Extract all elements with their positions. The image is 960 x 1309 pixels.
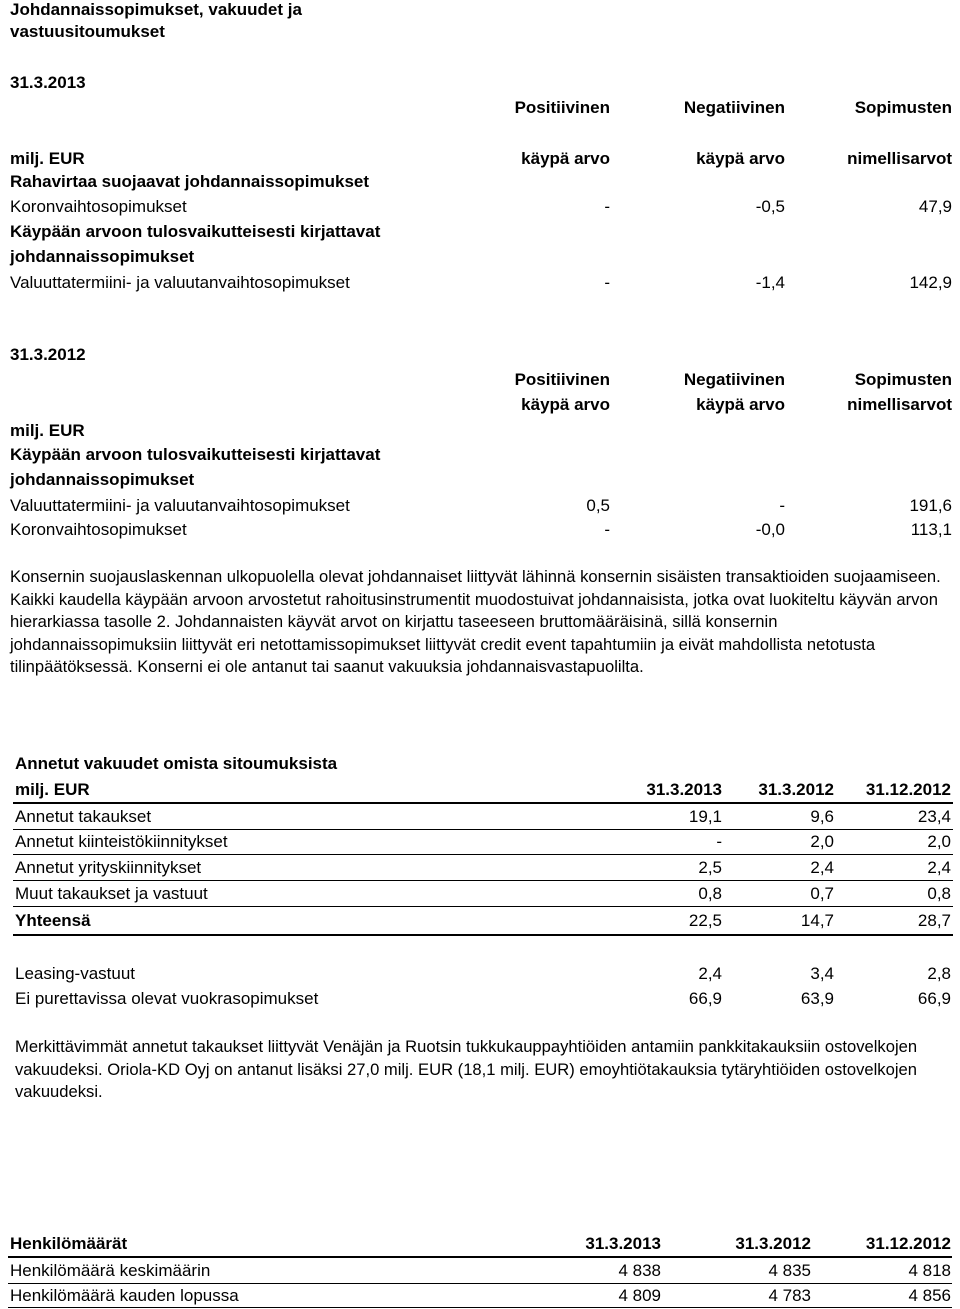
table-row-c1: 4 838 [618,1261,661,1280]
rental-label: Ei purettavissa olevat vuokrasopimukset [15,989,319,1008]
row-divider [13,906,953,907]
table-row-c1: - [716,832,722,851]
section2-date: 31.3.2012 [10,345,86,364]
table-row-c3: 4 856 [908,1286,951,1305]
row-divider [8,1307,952,1308]
s2-row-fx-neg: - [779,496,785,515]
table-row-c1: 19,1 [688,807,722,826]
s1-group-cashflow: Rahavirtaa suojaavat johdannaissopimukset [10,172,370,191]
personnel-hdr-c1: 31.3.2013 [585,1234,661,1253]
table-row-label: Henkilömäärä keskimäärin [10,1261,211,1280]
s1-row-fx-neg: -1,4 [755,273,785,292]
s2-row-interest-nom: 113,1 [910,520,952,539]
table-row-c3: 0,8 [927,884,951,903]
s2-row-fx-pos: 0,5 [586,496,610,515]
table-row-label: Muut takaukset ja vastuut [15,884,208,903]
section1-date: 31.3.2013 [10,73,86,92]
s2-hdr-contracts: Sopimusten [854,370,952,389]
s2-row-interest-label: Koronvaihtosopimukset [10,520,187,539]
s1-row-interest-neg: -0,5 [755,197,785,216]
row-divider [13,829,953,830]
collateral-total-c2: 14,7 [800,911,834,930]
table-row-c2: 0,7 [810,884,834,903]
collateral-header-rule [13,802,953,804]
collateral-note: Merkittävimmät annetut takaukset liittyvät Venäjän ja Ruotsin tukkukauppayhtiöiden antamiin pankkitakauksiin ostovelkojen vakuudeksi. Oriola-KD Oyj on antanut lisäksi 27,0 milj. EUR (18,1 milj. EUR) emoyhtiötakauksia tytäryhtiöiden ostovelkojen vakuudeksi. [15,1037,918,1102]
s2-row-interest-pos: - [604,520,610,539]
s1-unit: milj. EUR [10,149,85,168]
collateral-hdr-c1: 31.3.2013 [646,780,722,799]
rental-c1: 66,9 [688,989,722,1008]
personnel-hdr-c2: 31.3.2012 [735,1234,811,1253]
collateral-hdr-c2: 31.3.2012 [758,780,834,799]
s1-hdr-contracts: Sopimusten [854,98,952,117]
collateral-hdr-unit: milj. EUR [15,780,90,799]
s1-row-fx-nom: 142,9 [909,273,952,292]
row-divider [13,854,953,855]
s1-row-interest-nom: 47,9 [918,197,952,216]
rental-c2: 63,9 [800,989,834,1008]
s1-hdr-negative-2: käypä arvo [696,149,785,168]
personnel-hdr-label: Henkilömäärät [10,1234,128,1253]
s1-hdr-negative: Negatiivinen [683,98,785,117]
s1-row-interest-label: Koronvaihtosopimukset [10,197,187,216]
s2-row-fx-label: Valuuttatermiini- ja valuutanvaihtosopimukset [10,496,350,515]
section1-title-line1: Johdannaissopimukset, vakuudet ja [10,0,302,19]
s1-row-fx-label: Valuuttatermiini- ja valuutanvaihtosopimukset [10,273,350,292]
table-row-c1: 0,8 [698,884,722,903]
table-row-label: Annetut kiinteistökiinnitykset [15,832,228,851]
collateral-hdr-c3: 31.12.2012 [865,780,951,799]
s2-hdr-negative: Negatiivinen [683,370,785,389]
section1-title-line2: vastuusitoumukset [10,22,165,41]
s2-hdr-negative-2: käypä arvo [696,395,785,414]
table-row-c3: 2,4 [927,858,951,877]
s1-group-fv-line2: johdannaissopimukset [10,247,195,266]
row-divider [8,1283,952,1284]
s1-row-interest-pos: - [604,197,610,216]
s1-group-fv-line1: Käypään arvoon tulosvaikutteisesti kirjattavat [10,222,381,241]
s2-unit: milj. EUR [10,421,85,440]
personnel-header-rule [8,1256,952,1258]
collateral-total-c1: 22,5 [688,911,722,930]
collateral-title: Annetut vakuudet omista sitoumuksista [15,754,338,773]
table-row-c2: 2,4 [810,858,834,877]
s2-hdr-positive-2: käypä arvo [521,395,610,414]
table-row-label: Annetut yrityskiinnitykset [15,858,202,877]
table-row-c1: 4 809 [618,1286,661,1305]
table-row-c1: 2,5 [698,858,722,877]
s1-hdr-contracts-2: nimellisarvot [847,149,952,168]
s2-group-fv-line2: johdannaissopimukset [10,470,195,489]
table-row-label: Annetut takaukset [15,807,152,826]
table-row-c2: 9,6 [810,807,834,826]
table-row-c3: 2,0 [927,832,951,851]
total-rule [13,934,953,936]
s2-hdr-positive: Positiivinen [514,370,610,389]
table-row-c2: 4 835 [768,1261,811,1280]
s2-hdr-contracts-2: nimellisarvot [847,395,952,414]
table-row-label: Henkilömäärä kauden lopussa [10,1286,239,1305]
table-row-c3: 23,4 [917,807,951,826]
s2-row-fx-nom: 191,6 [909,496,952,515]
leasing-c2: 3,4 [810,964,834,983]
leasing-c3: 2,8 [927,964,951,983]
s1-row-fx-pos: - [604,273,610,292]
s2-row-interest-neg: -0,0 [755,520,785,539]
row-divider [13,880,953,881]
s2-group-fv-line1: Käypään arvoon tulosvaikutteisesti kirjattavat [10,445,381,464]
personnel-hdr-c3: 31.12.2012 [865,1234,951,1253]
table-row-c2: 2,0 [810,832,834,851]
table-row-c3: 4 818 [908,1261,951,1280]
s1-hdr-positive-2: käypä arvo [521,149,610,168]
table-row-c2: 4 783 [768,1286,811,1305]
collateral-total-c3: 28,7 [917,911,951,930]
rental-c3: 66,9 [917,989,951,1008]
collateral-total-label: Yhteensä [15,911,91,930]
leasing-c1: 2,4 [698,964,722,983]
s1-hdr-positive: Positiivinen [514,98,610,117]
leasing-label: Leasing-vastuut [15,964,136,983]
derivatives-note: Konsernin suojauslaskennan ulkopuolella olevat johdannaiset liittyvät lähinnä konsernin sisäisten transaktioiden suojaamiseen. Kaikki kaudella käypään arvoon arvostetut rahoitusinstrumentit muodostuivat johdannaisista, jotka ovat luokiteltu käyvän arvon hierarkiassa tasolle 2. Johdannaisten käyvät arvot on kirjattu taseeseen bruttomääräisinä, sillä konsernin johdannaissopimuksiin liittyvät eri netottamissopimukset liittyvät credit event tapahtumiin ja eivät mahdollista netotusta tilinpäätöksessä. Konserni ei ole antanut tai saanut vakuuksia johdannaisvastapuolilta. [10,567,941,677]
